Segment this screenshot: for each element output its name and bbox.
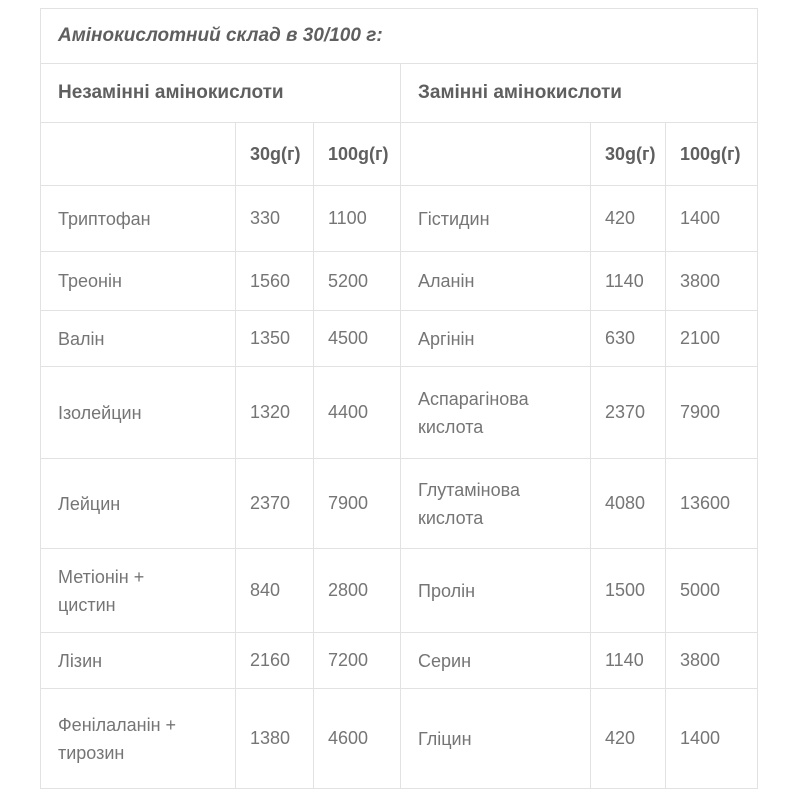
amino-name-cell: Гліцин — [401, 689, 591, 789]
value-100g-cell: 7200 — [314, 633, 401, 689]
value-30g-cell: 420 — [591, 186, 666, 252]
value-30g-cell: 1380 — [236, 689, 314, 789]
value-100g-cell: 3800 — [666, 252, 758, 311]
amino-name-cell: Аланін — [401, 252, 591, 311]
table-row — [41, 549, 758, 633]
value-30g-cell: 420 — [591, 689, 666, 789]
amino-name-cell: Валін — [41, 311, 236, 367]
value-100g-cell: 4600 — [314, 689, 401, 789]
value-100g-cell: 4500 — [314, 311, 401, 367]
table-row — [41, 633, 758, 689]
section-header-nonessential: Замінні амінокислоти — [401, 64, 758, 123]
value-100g-cell: 13600 — [666, 459, 758, 549]
value-30g-cell: 1350 — [236, 311, 314, 367]
table-row — [41, 689, 758, 789]
column-header-row — [41, 123, 758, 186]
empty-header-cell-right — [401, 123, 591, 186]
value-30g-cell: 840 — [236, 549, 314, 633]
section-header-essential: Незамінні амінокислоти — [41, 64, 401, 123]
amino-name-cell: Ізолейцин — [41, 367, 236, 459]
amino-name-cell: Серин — [401, 633, 591, 689]
amino-name-cell: Фенілаланін + тирозин — [41, 689, 236, 789]
value-100g-cell: 4400 — [314, 367, 401, 459]
amino-name-cell: Триптофан — [41, 186, 236, 252]
amino-name-cell: Треонін — [41, 252, 236, 311]
empty-header-cell-left — [41, 123, 236, 186]
table-row — [41, 367, 758, 459]
amino-name-cell: Метіонін + цистин — [41, 549, 236, 633]
col-header-100g-left: 100g(г) — [314, 123, 401, 186]
table-row — [41, 459, 758, 549]
value-100g-cell: 2100 — [666, 311, 758, 367]
col-header-30g-left: 30g(г) — [236, 123, 314, 186]
value-30g-cell: 1140 — [591, 633, 666, 689]
value-100g-cell: 1400 — [666, 186, 758, 252]
value-30g-cell: 2160 — [236, 633, 314, 689]
amino-name-cell: Гістидин — [401, 186, 591, 252]
value-100g-cell: 7900 — [666, 367, 758, 459]
title-row — [41, 9, 758, 64]
amino-name-cell: Лізин — [41, 633, 236, 689]
amino-name-cell: Глутамінова кислота — [401, 459, 591, 549]
table-row — [41, 252, 758, 311]
value-30g-cell: 1500 — [591, 549, 666, 633]
value-100g-cell: 5200 — [314, 252, 401, 311]
value-30g-cell: 4080 — [591, 459, 666, 549]
value-30g-cell: 330 — [236, 186, 314, 252]
table-row — [41, 311, 758, 367]
value-100g-cell: 1100 — [314, 186, 401, 252]
col-header-100g-right: 100g(г) — [666, 123, 758, 186]
table-row — [41, 186, 758, 252]
value-100g-cell: 3800 — [666, 633, 758, 689]
amino-name-cell: Аспарагінова кислота — [401, 367, 591, 459]
value-30g-cell: 1560 — [236, 252, 314, 311]
value-100g-cell: 1400 — [666, 689, 758, 789]
section-header-row — [41, 64, 758, 123]
amino-name-cell: Пролін — [401, 549, 591, 633]
value-100g-cell: 2800 — [314, 549, 401, 633]
value-30g-cell: 1140 — [591, 252, 666, 311]
value-100g-cell: 7900 — [314, 459, 401, 549]
value-30g-cell: 630 — [591, 311, 666, 367]
value-30g-cell: 1320 — [236, 367, 314, 459]
amino-acid-table — [40, 8, 758, 789]
value-30g-cell: 2370 — [236, 459, 314, 549]
amino-name-cell: Лейцин — [41, 459, 236, 549]
table-title: Амінокислотний склад в 30/100 г: — [41, 9, 758, 64]
value-30g-cell: 2370 — [591, 367, 666, 459]
amino-name-cell: Аргінін — [401, 311, 591, 367]
col-header-30g-right: 30g(г) — [591, 123, 666, 186]
value-100g-cell: 5000 — [666, 549, 758, 633]
